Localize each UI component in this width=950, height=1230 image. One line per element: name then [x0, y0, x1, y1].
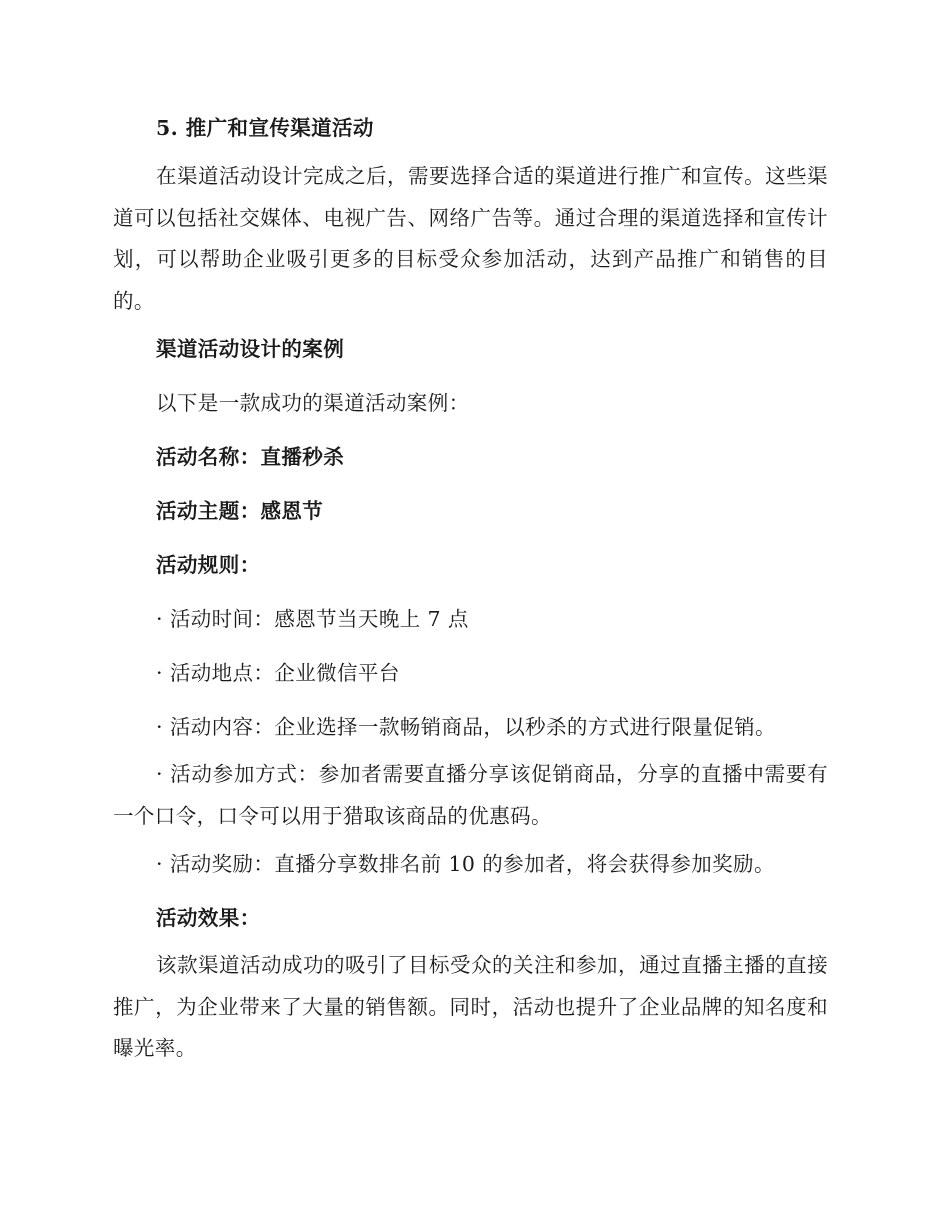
effect-heading: 活动效果：: [156, 906, 261, 930]
case-heading: 渠道活动设计的案例: [156, 337, 345, 361]
activity-name: 活动名称：直播秒杀: [156, 445, 345, 469]
activity-theme: 活动主题：感恩节: [156, 499, 324, 523]
section-paragraph: 在渠道活动设计完成之后，需要选择合适的渠道进行推广和宣传。这些渠道可以包括社交媒体、电视广告、网络广告等。通过合理的渠道选择和宣传计划，可以帮助企业吸引更多的目标受众参加活动，达到产品推广和销售的目的。: [113, 164, 828, 313]
case-intro: 以下是一款成功的渠道活动案例：: [156, 391, 470, 415]
rules-heading: 活动规则：: [156, 553, 261, 577]
rule-item: · 活动奖励：直播分享数排名前 10 的参加者，将会获得参加奖励。: [156, 852, 775, 876]
rule-item: · 活动时间：感恩节当天晚上 7 点: [156, 607, 469, 631]
rule-item: · 活动参加方式：参加者需要直播分享该促销商品，分享的直播中需要有一个口令，口令可以用于猎取该商品的优惠码。: [113, 762, 828, 828]
effect-paragraph: 该款渠道活动成功的吸引了目标受众的关注和参加，通过直播主播的直接推广，为企业带来了大量的销售额。同时，活动也提升了企业品牌的知名度和曝光率。: [113, 953, 828, 1060]
section-heading: 5. 推广和宣传渠道活动: [156, 116, 374, 140]
rule-item: · 活动地点：企业微信平台: [156, 661, 400, 685]
rule-item: · 活动内容：企业选择一款畅销商品，以秒杀的方式进行限量促销。: [156, 715, 776, 739]
